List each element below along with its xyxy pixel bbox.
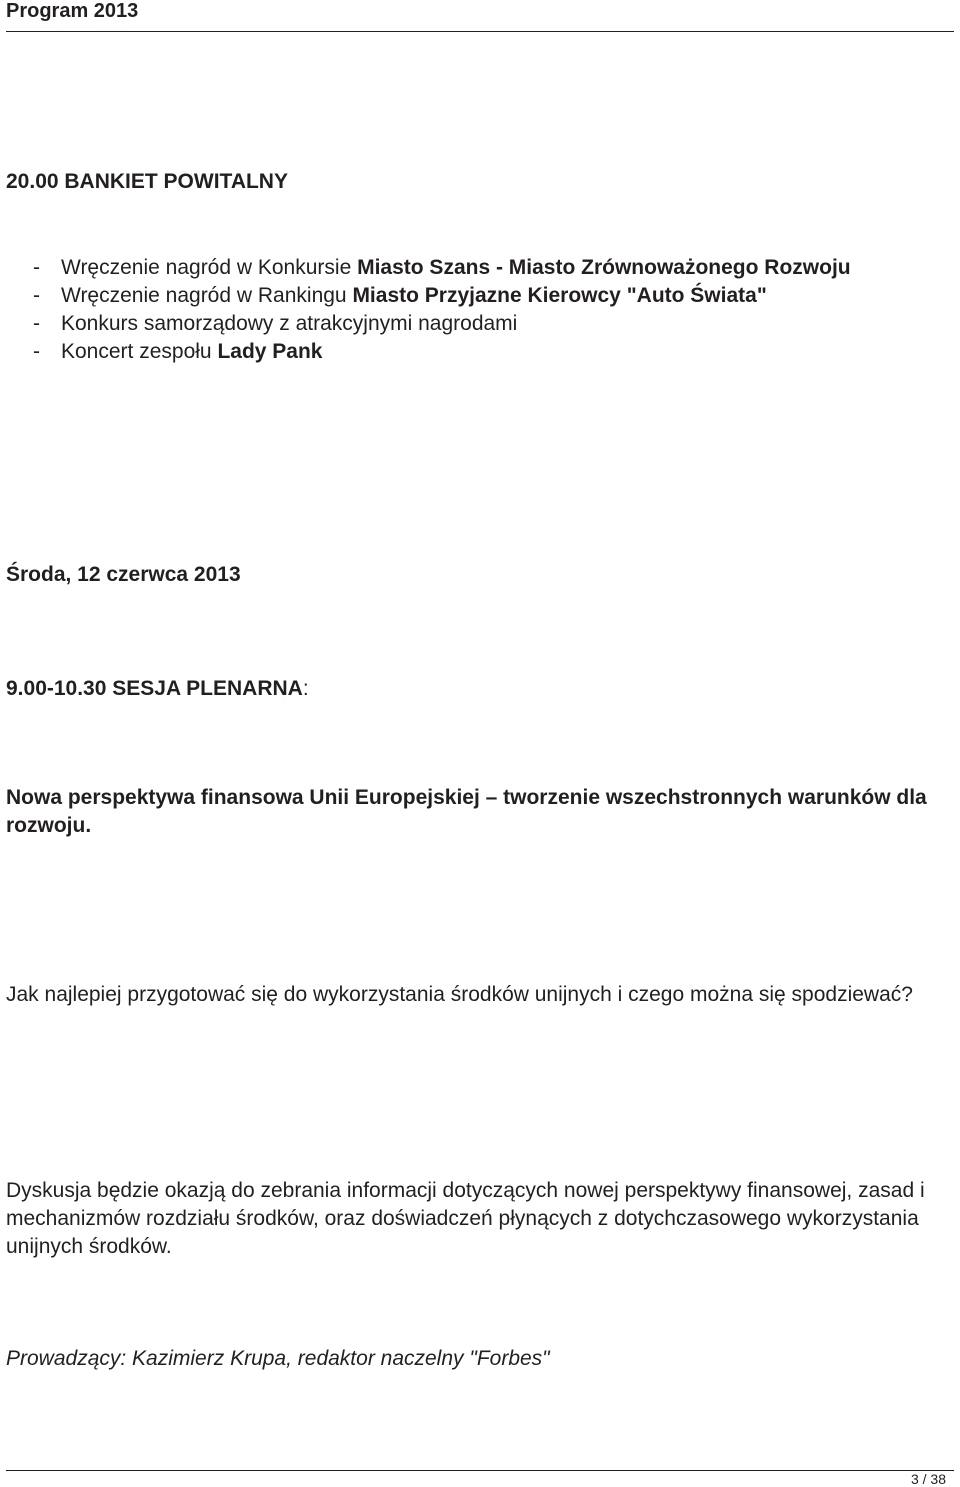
list-item-bold-text: Lady Pank	[217, 340, 323, 363]
day-date: Środa, 12 czerwca 2013	[6, 563, 241, 586]
page-number: 3 / 38	[910, 1471, 946, 1487]
list-item	[6, 254, 952, 282]
footer-divider	[6, 1470, 954, 1471]
session-moderator: Prowadzący: Kazimierz Krupa, redaktor naczelny "Forbes"	[6, 1347, 550, 1370]
list-dash: -	[33, 256, 40, 279]
session-time-title: 9.00-10.30 SESJA PLENARNA	[6, 677, 303, 700]
session-topic: Nowa perspektywa finansowa Unii Europejskiej – tworzenie wszechstronnych warunków dla rozwoju.	[6, 786, 927, 837]
session-title	[6, 675, 952, 703]
list-item-text: Wręczenie nagród w Konkursie	[61, 256, 358, 279]
list-dash: -	[33, 284, 40, 307]
list-item-text: Konkurs samorządowy z atrakcyjnymi nagrodami	[61, 312, 518, 335]
document-title: Program 2013	[6, 0, 139, 22]
list-item	[6, 338, 952, 366]
banquet-list	[6, 254, 952, 366]
list-dash: -	[33, 312, 40, 335]
list-item-text: Wręczenie nagród w Rankingu	[61, 284, 353, 307]
session-title-colon: :	[302, 677, 309, 700]
header-divider	[6, 31, 954, 32]
list-item-bold-text: Miasto Przyjazne Kierowcy "Auto Świata"	[352, 284, 767, 307]
session-description: Dyskusja będzie okazją do zebrania informacji dotyczących nowej perspektywy finansowej, zasad i mechanizmów rozdziału środków, oraz doświadczeń płynących z dotychczasowego wykorzystania unijnych środków.	[6, 1179, 925, 1258]
list-item	[6, 282, 952, 310]
session-question: Jak najlepiej przygotować się do wykorzystania środków unijnych i czego można się spodziewać?	[6, 983, 913, 1006]
list-dash: -	[33, 340, 40, 363]
banquet-heading: 20.00 BANKIET POWITALNY	[6, 170, 288, 193]
list-item-text: Koncert zespołu	[61, 340, 218, 363]
list-item-bold-text: Miasto Szans - Miasto Zrównoważonego Rozwoju	[357, 256, 851, 279]
list-item	[6, 310, 952, 338]
